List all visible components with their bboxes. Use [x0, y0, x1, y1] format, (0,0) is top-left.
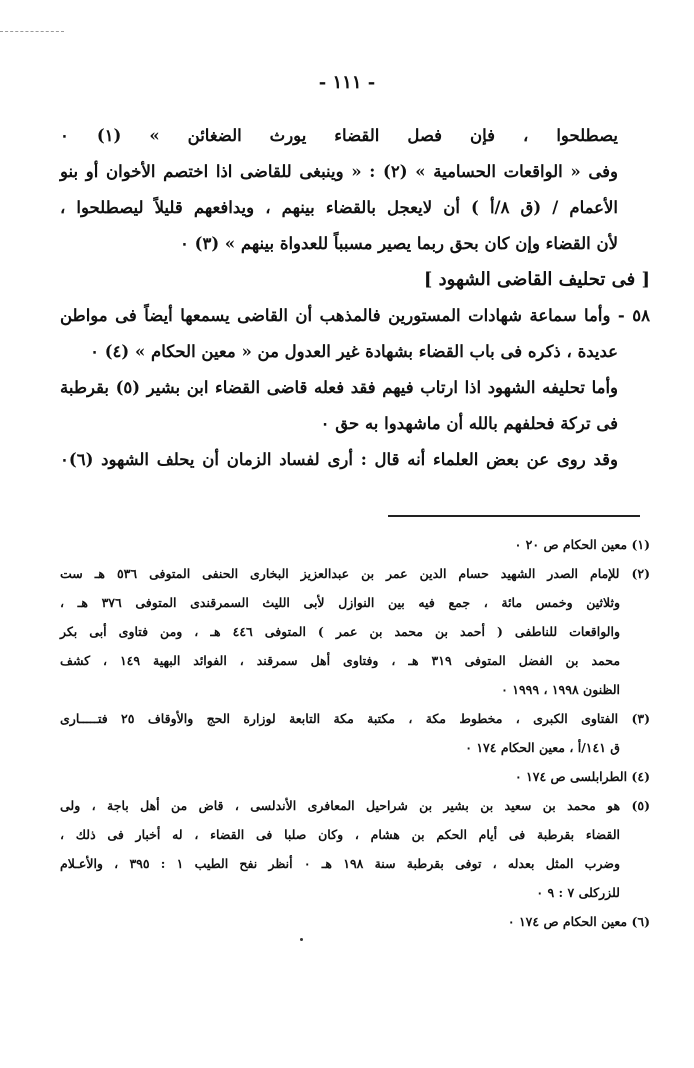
footnote-continuation: وضرب المثل بعدله ، توفى بقرطبة سنة ١٩٨ هـ ٠ أنظر نفح الطيب ١ : ٣٩٥ ، والأعـلام	[60, 856, 620, 871]
footnote-separator	[388, 515, 640, 517]
footnote-continuation: الظنون ١٩٩٨ ، ١٩٩٩ ٠	[501, 682, 620, 697]
footnote: (١) معين الحكام ص ٢٠ ٠	[514, 537, 650, 552]
text-line: الأعمام / (ق ٨/أ ) أن لايعجل بالقضاء بينهم ، ويدافعهم قليلاً ليصطلحوا ،	[60, 198, 618, 217]
footnote-continuation: والواقعات للناطفى ( أحمد بن محمد بن عمر ) المتوفى ٤٤٦ هـ ، ومن فتاوى أبى بكر	[60, 624, 620, 639]
text-line: وقد روى عن بعض العلماء أنه قال : أرى لفساد الزمان أن يحلف الشهود (٦)٠	[60, 450, 618, 469]
footnote-continuation: وثلاثين وخمس مائة ، جمع فيه بين النوازل لأبى الليث السمرقندى المتوفى ٣٧٦ هـ ،	[60, 595, 620, 610]
section-heading: [ فى تحليف القاضى الشهود ]	[423, 269, 650, 290]
footnote: (٢) للإمام الصدر الشهيد حسام الدين عمر بن عبدالعزيز البخارى الحنفى المتوفى ٥٣٦ هـ ست	[60, 566, 650, 581]
text-line: لأن القضاء وإن كان بحق ربما يصير مسبباً للعدواة بينهم » (٣) ٠	[180, 234, 618, 253]
text-line: فى تركة فحلفهم بالله أن ماشهدوا به حق ٠	[320, 414, 618, 433]
footnotes	[60, 530, 650, 936]
footnote-continuation: للزركلى ٧ : ٩ ٠	[536, 885, 620, 900]
stray-dot	[300, 938, 303, 941]
text-line: وفى « الواقعات الحسامية » (٢) : « وينبغى للقاضى اذا اختصم الأخوان أو بنو	[60, 162, 619, 181]
main-text	[60, 118, 650, 478]
footnote: (٦) معين الحكام ص ١٧٤ ٠	[507, 914, 650, 929]
scan-edge-mark	[0, 31, 64, 33]
footnote: (٣) الفتاوى الكبرى ، مخطوط مكة ، مكتبة مكة التابعة لوزارة الحج والأوقاف ٢٥ فتـــــارى	[60, 711, 651, 726]
text-line: يصطلحوا ، فإن فصل القضاء يورث الضغائن » (١) ٠	[60, 126, 618, 145]
footnote: (٥) هو محمد بن سعيد بن بشير بن شراحيل المعافرى الأندلسى ، قاض من أهل باجة ، ولى	[60, 798, 650, 813]
footnote-continuation: محمد بن الفضل المتوفى ٣١٩ هـ ، وفتاوى أهل سمرقند ، الفوائد البهية ١٤٩ ، كشف	[60, 653, 621, 668]
footnote-continuation: ق ١٤١/أ ، معين الحكام ١٧٤ ٠	[465, 740, 620, 755]
text-line: عديدة ، ذكره فى باب القضاء بشهادة غير العدول من « معين الحكام » (٤) ٠	[90, 342, 618, 361]
text-line: وأما تحليفه الشهود اذا ارتاب فيهم فقد فعله قاضى القضاء ابن بشير (٥) بقرطبة	[60, 378, 618, 397]
text-line: ٥٨ - وأما سماعة شهادات المستورين فالمذهب أن القاضى يسمعها أيضاً فى مواطن	[60, 306, 650, 325]
footnote: (٤) الطرابلسى ص ١٧٤ ٠	[514, 769, 650, 784]
page-number: - ١١١ -	[318, 72, 376, 93]
footnote-continuation: القضاء بقرطبة فى أيام الحكم بن هشام ، وكان صلبا فى القضاء ، له أخبار فى ذلك ،	[60, 827, 620, 842]
